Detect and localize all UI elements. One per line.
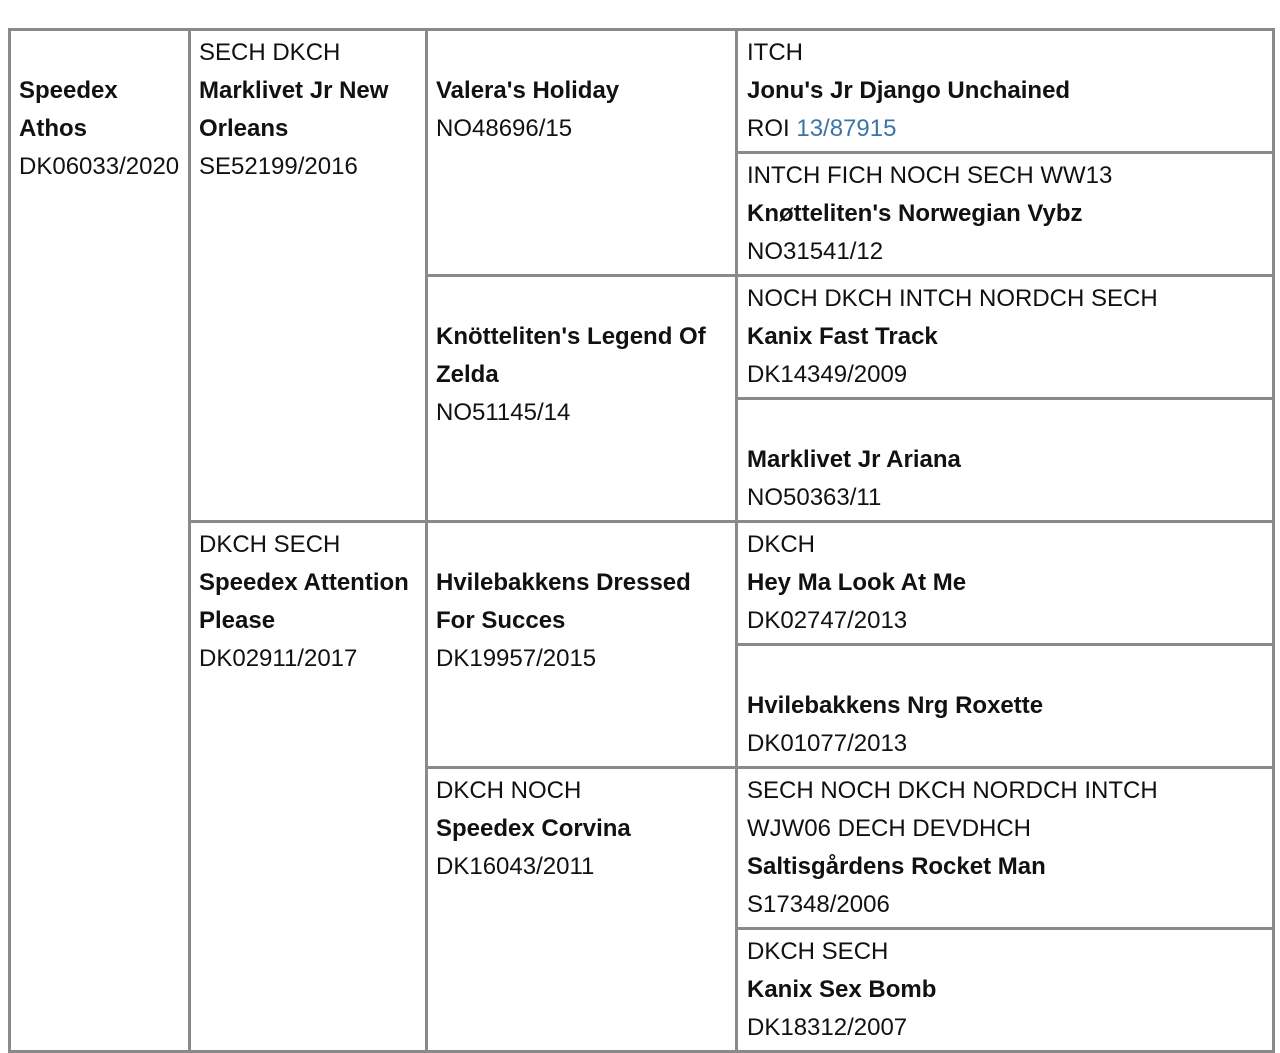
- gen4-cell-5: [737, 522, 1274, 645]
- gen4-1-titles: ITCH: [747, 39, 803, 66]
- gen4-5-reg: DK02747/2013: [747, 607, 908, 634]
- gen4-4-reg: NO50363/11: [747, 484, 882, 511]
- gen4-2-titles: INTCH FICH NOCH SECH WW13: [747, 162, 1113, 189]
- gen4-8-reg: DK18312/2007: [747, 1014, 908, 1041]
- dam-sire-reg: DK19957/2015: [436, 645, 597, 672]
- sire-sire-cell: [427, 30, 737, 276]
- sire-dam-reg: NO51145/14: [436, 399, 571, 426]
- gen4-cell-3: [737, 276, 1274, 399]
- dam-dam-cell: [427, 768, 737, 1052]
- gen4-5-name: Hey Ma Look At Me: [747, 569, 967, 596]
- dam-dam-name: Speedex Corvina: [436, 815, 631, 842]
- sire-name: Marklivet Jr New Orleans: [199, 77, 389, 142]
- gen4-cell-7: [737, 768, 1274, 929]
- gen4-7-titles-line2: WJW06 DECH DEVDHCH: [747, 815, 1032, 842]
- gen4-1-name: Jonu's Jr Django Unchained: [747, 77, 1071, 104]
- sire-dam-name: Knötteliten's Legend Of Zelda: [436, 323, 706, 388]
- dog-name: Speedex Athos: [19, 77, 118, 142]
- dog-reg: DK06033/2020: [19, 153, 180, 180]
- gen4-1-reg-line: [747, 110, 1264, 148]
- gen4-5-titles: DKCH: [747, 531, 816, 558]
- dam-sire-name: Hvilebakkens Dressed For Succes: [436, 569, 691, 634]
- gen4-3-reg: DK14349/2009: [747, 361, 908, 388]
- gen4-7-name: Saltisgårdens Rocket Man: [747, 853, 1046, 880]
- gen4-4-name: Marklivet Jr Ariana: [747, 446, 961, 473]
- gen4-cell-8: [737, 929, 1274, 1052]
- gen4-3-titles: NOCH DKCH INTCH NORDCH SECH: [747, 285, 1158, 312]
- sire-cell: [190, 30, 427, 522]
- gen4-cell-6: [737, 645, 1274, 768]
- sire-sire-name: Valera's Holiday: [436, 77, 620, 104]
- dam-name: Speedex Attention Please: [199, 569, 409, 634]
- sire-titles: SECH DKCH: [199, 39, 341, 66]
- gen4-7-titles-line1: SECH NOCH DKCH NORDCH INTCH: [747, 777, 1158, 804]
- gen4-2-reg: NO31541/12: [747, 238, 884, 265]
- gen4-6-name: Hvilebakkens Nrg Roxette: [747, 692, 1044, 719]
- sire-dam-cell: [427, 276, 737, 522]
- gen4-cell-2: [737, 153, 1274, 276]
- dog-cell: [10, 30, 190, 1052]
- gen4-8-titles: DKCH SECH: [747, 938, 889, 965]
- gen4-cell-4: [737, 399, 1274, 522]
- dam-cell: [190, 522, 427, 1052]
- sire-reg: SE52199/2016: [199, 153, 358, 180]
- dam-reg: DK02911/2017: [199, 645, 358, 672]
- gen4-3-name: Kanix Fast Track: [747, 323, 938, 350]
- gen4-8-name: Kanix Sex Bomb: [747, 976, 937, 1003]
- sire-sire-reg: NO48696/15: [436, 115, 573, 142]
- dam-sire-cell: [427, 522, 737, 768]
- gen4-1-reg-link[interactable]: 13/87915: [796, 115, 897, 142]
- gen4-6-reg: DK01077/2013: [747, 730, 908, 757]
- dam-dam-titles: DKCH NOCH: [436, 777, 582, 804]
- pedigree-table: [8, 28, 1275, 1053]
- gen4-1-reg-prefix: ROI: [747, 115, 790, 142]
- gen4-cell-1: [737, 30, 1274, 153]
- dam-titles: DKCH SECH: [199, 531, 341, 558]
- dam-dam-reg: DK16043/2011: [436, 853, 595, 880]
- gen4-7-reg: S17348/2006: [747, 891, 890, 918]
- gen4-2-name: Knøtteliten's Norwegian Vybz: [747, 200, 1083, 227]
